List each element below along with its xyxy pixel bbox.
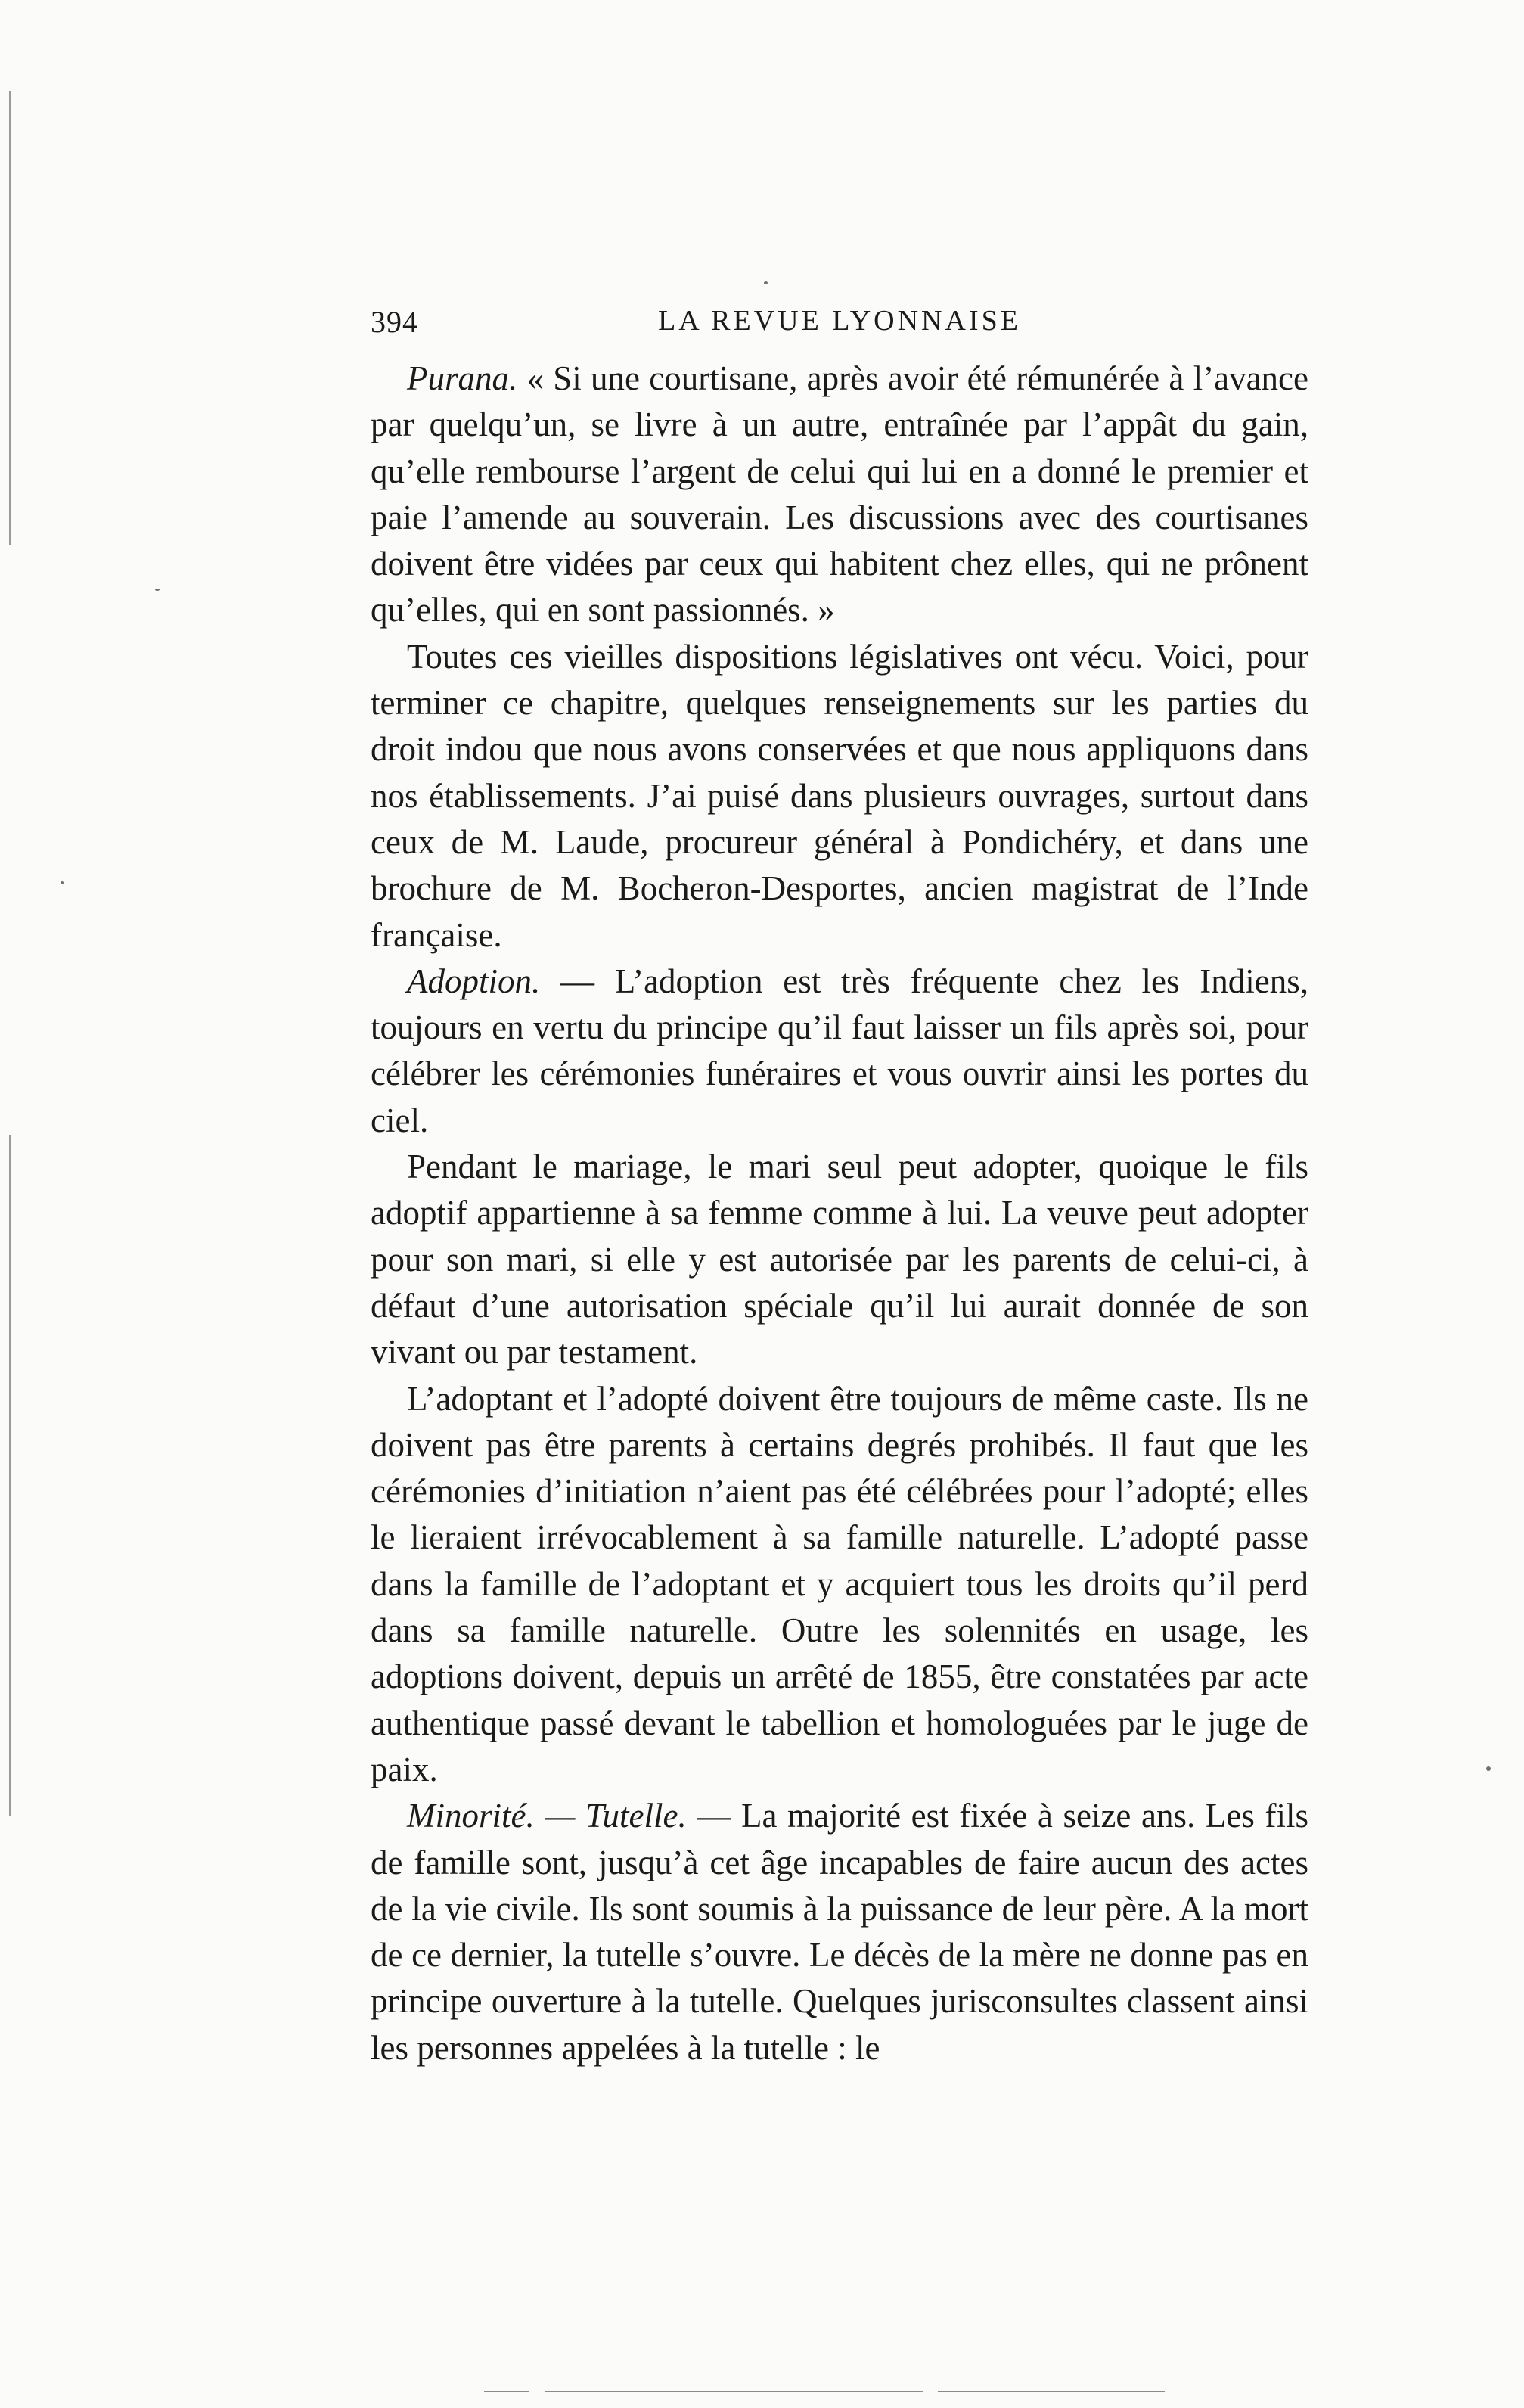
paragraph-text: Pendant le mariage, le mari seul peut adopter, quoique le fils adoptif appartienne à sa femme comme à lui. La veuve peut adopter pour son mari, si elle y est autorisée par les parents de celui-ci, à défaut d’une autorisation spéciale qu’il lui aurait donnée de son vivant ou par testament. — [371, 1148, 1308, 1372]
bottom-rule — [484, 2391, 529, 2392]
paragraph-text: Toutes ces vieilles dispositions législatives ont vécu. Voici, pour terminer ce chapitre, quelques renseignements sur les parties du droit indou que nous avons conservées et que nous appliquons dans nos établissements. J’ai puisé dans plusieurs ouvrages, surtout dans ceux de M. Laude, procureur général à Pondichéry, et dans une brochure de M. Bocheron-Desportes, ancien magistrat de l’Inde française. — [371, 637, 1308, 954]
scan-speck — [1486, 1766, 1491, 1771]
scan-edge-mark — [9, 91, 11, 545]
running-head: LA REVUE LYONNAISE — [658, 305, 1021, 337]
scan-speck — [155, 589, 160, 591]
paragraph — [371, 1793, 1308, 2071]
paragraph-text: — L’adoption est très fréquente chez les Indiens, toujours en vertu du principe qu’il faut laisser un fils après soi, pour célébrer les cérémonies funéraires et vous ouvrir ainsi les portes du ciel. — [371, 962, 1308, 1139]
bottom-rule — [938, 2391, 1165, 2392]
paragraph — [371, 959, 1308, 1144]
paragraph-lead: Minorité. — Tutelle. — [407, 1797, 687, 1835]
page-header — [371, 304, 1308, 350]
paragraph-lead: Purana. — [407, 359, 518, 397]
scan-edge-mark — [9, 1135, 11, 1816]
paragraph-text: — La majorité est fixée à seize ans. Les fils de famille sont, jusqu’à cet âge incapables de faire aucun des actes de la vie civile. Ils sont soumis à la puissance de leur père. A la mort de ce dernier, la tutelle s’ouvre. Le décès de la mère ne donne pas en principe ouverture à la tutelle. Quelques jurisconsultes classent ainsi les personnes appelées à la tutelle : le — [371, 1797, 1308, 2067]
paragraph — [371, 1376, 1308, 1794]
body-text — [371, 356, 1308, 2071]
bottom-rule — [545, 2391, 923, 2392]
paragraph-lead: Adoption. — [407, 962, 541, 1000]
page-number: 394 — [371, 305, 418, 339]
paragraph — [371, 1144, 1308, 1375]
paragraph — [371, 356, 1308, 634]
scan-speck — [61, 881, 64, 884]
paragraph-text: L’adoptant et l’adopté doivent être toujours de même caste. Ils ne doivent pas être parents à certains degrés prohibés. Il faut que les cérémonies d’initiation n’aient pas été célébrées pour l’adopté; elles le lieraient irrévocablement à sa famille naturelle. L’adopté passe dans la famille de l’adoptant et y acquiert tous les droits qu’il perd dans sa famille naturelle. Outre les solennités en usage, les adoptions doivent, depuis un arrêté de 1855, être constatées par acte authentique passé devant le tabellion et homologuées par le juge de paix. — [371, 1379, 1308, 1788]
paragraph — [371, 634, 1308, 959]
paragraph-text: « Si une courtisane, après avoir été rémunérée à l’avance par quelqu’un, se livre à un autre, entraînée par l’appât du gain, qu’elle rembourse l’argent de celui qui lui en a donné le premier et paie l’amende au souverain. Les discussions avec des courtisanes doivent être vidées par ceux qui habitent chez elles, qui ne prônent qu’elles, qui en sont passionnés. » — [371, 359, 1308, 629]
scan-speck — [764, 281, 768, 284]
